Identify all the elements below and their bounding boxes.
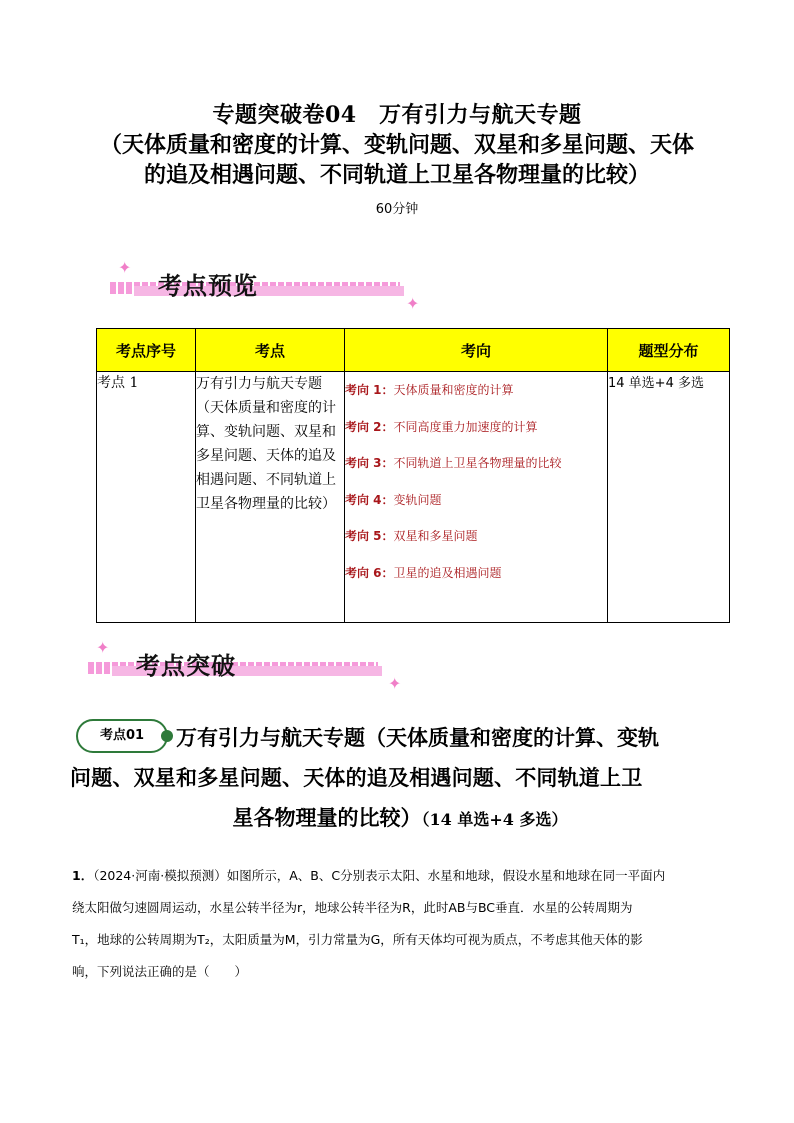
title-line-1: 专题突破卷04 万有引力与航天专题 <box>212 102 582 128</box>
cell-directions <box>345 372 608 623</box>
header-cell: 考向 <box>345 329 608 372</box>
kaodian-heading-line: 星各物理量的比较）（14 单选+4 多选） <box>232 805 568 830</box>
question-1 <box>72 860 724 988</box>
cell-number: 考点 1 <box>97 372 196 623</box>
question-line: 响，下列说法正确的是（ ） <box>72 964 248 979</box>
duration: 60分钟 <box>375 202 419 217</box>
sparkle-icon: ✦ <box>388 674 402 693</box>
direction-item: 考向 5：双星和多星问题 <box>345 529 478 543</box>
title-line-3: 的追及相遇问题、不同轨道上卫星各物理量的比较） <box>143 162 650 188</box>
title-block <box>70 100 724 217</box>
breakthrough-banner <box>78 640 408 692</box>
header-cell: 考点 <box>196 329 345 372</box>
kaodian-heading-line: 问题、双星和多星问题、天体的追及相遇问题、不同轨道上卫 <box>70 765 643 790</box>
sparkle-icon: ✦ <box>96 638 110 657</box>
header-cell: 考点序号 <box>97 329 196 372</box>
question-line: T₁，地球的公转周期为T₂，太阳质量为M，引力常量为G，所有天体均可视为质点，不考虑其他天体的影 <box>72 932 643 947</box>
direction-item: 考向 6：卫星的追及相遇问题 <box>345 565 502 580</box>
kaodian-heading <box>70 718 730 840</box>
sparkle-icon: ✦ <box>406 294 420 313</box>
kaodian-heading-line: 万有引力与航天专题（天体质量和密度的计算、变轨 <box>176 725 659 750</box>
title-line-2: （天体质量和密度的计算、变轨问题、双星和多星问题、天体 <box>99 132 694 158</box>
question-line: 1．（2024·河南·模拟预测）如图所示，A、B、C分别表示太阳、水星和地球，假设水星和地球在同一平面内 <box>72 868 666 883</box>
direction-item: 考向 4：变轨问题 <box>345 492 442 507</box>
table-row <box>97 372 730 623</box>
direction-item: 考向 2：不同高度重力加速度的计算 <box>345 419 538 434</box>
overview-banner <box>100 260 420 312</box>
breakthrough-label: 考点突破 <box>136 652 236 680</box>
kaodian-badge: 考点01 <box>76 719 168 753</box>
header-cell: 题型分布 <box>608 329 730 372</box>
overview-label: 考点预览 <box>158 272 258 300</box>
direction-item: 考向 3：不同轨道上卫星各物理量的比较 <box>345 456 562 470</box>
direction-item: 考向 1：天体质量和密度的计算 <box>345 383 514 397</box>
cell-point: 万有引力与航天专题（天体质量和密度的计算、变轨问题、双星和多星问题、天体的追及相遇问题、不同轨道上卫星各物理量的比较） <box>196 372 345 623</box>
cell-distribution: 14 单选+4 多选 <box>608 372 730 623</box>
overview-table <box>96 328 730 623</box>
question-line: 绕太阳做匀速圆周运动，水星公转半径为r，地球公转半径为R，此时AB与BC垂直．水星的公转周期为 <box>72 900 633 915</box>
sparkle-icon: ✦ <box>118 258 132 277</box>
